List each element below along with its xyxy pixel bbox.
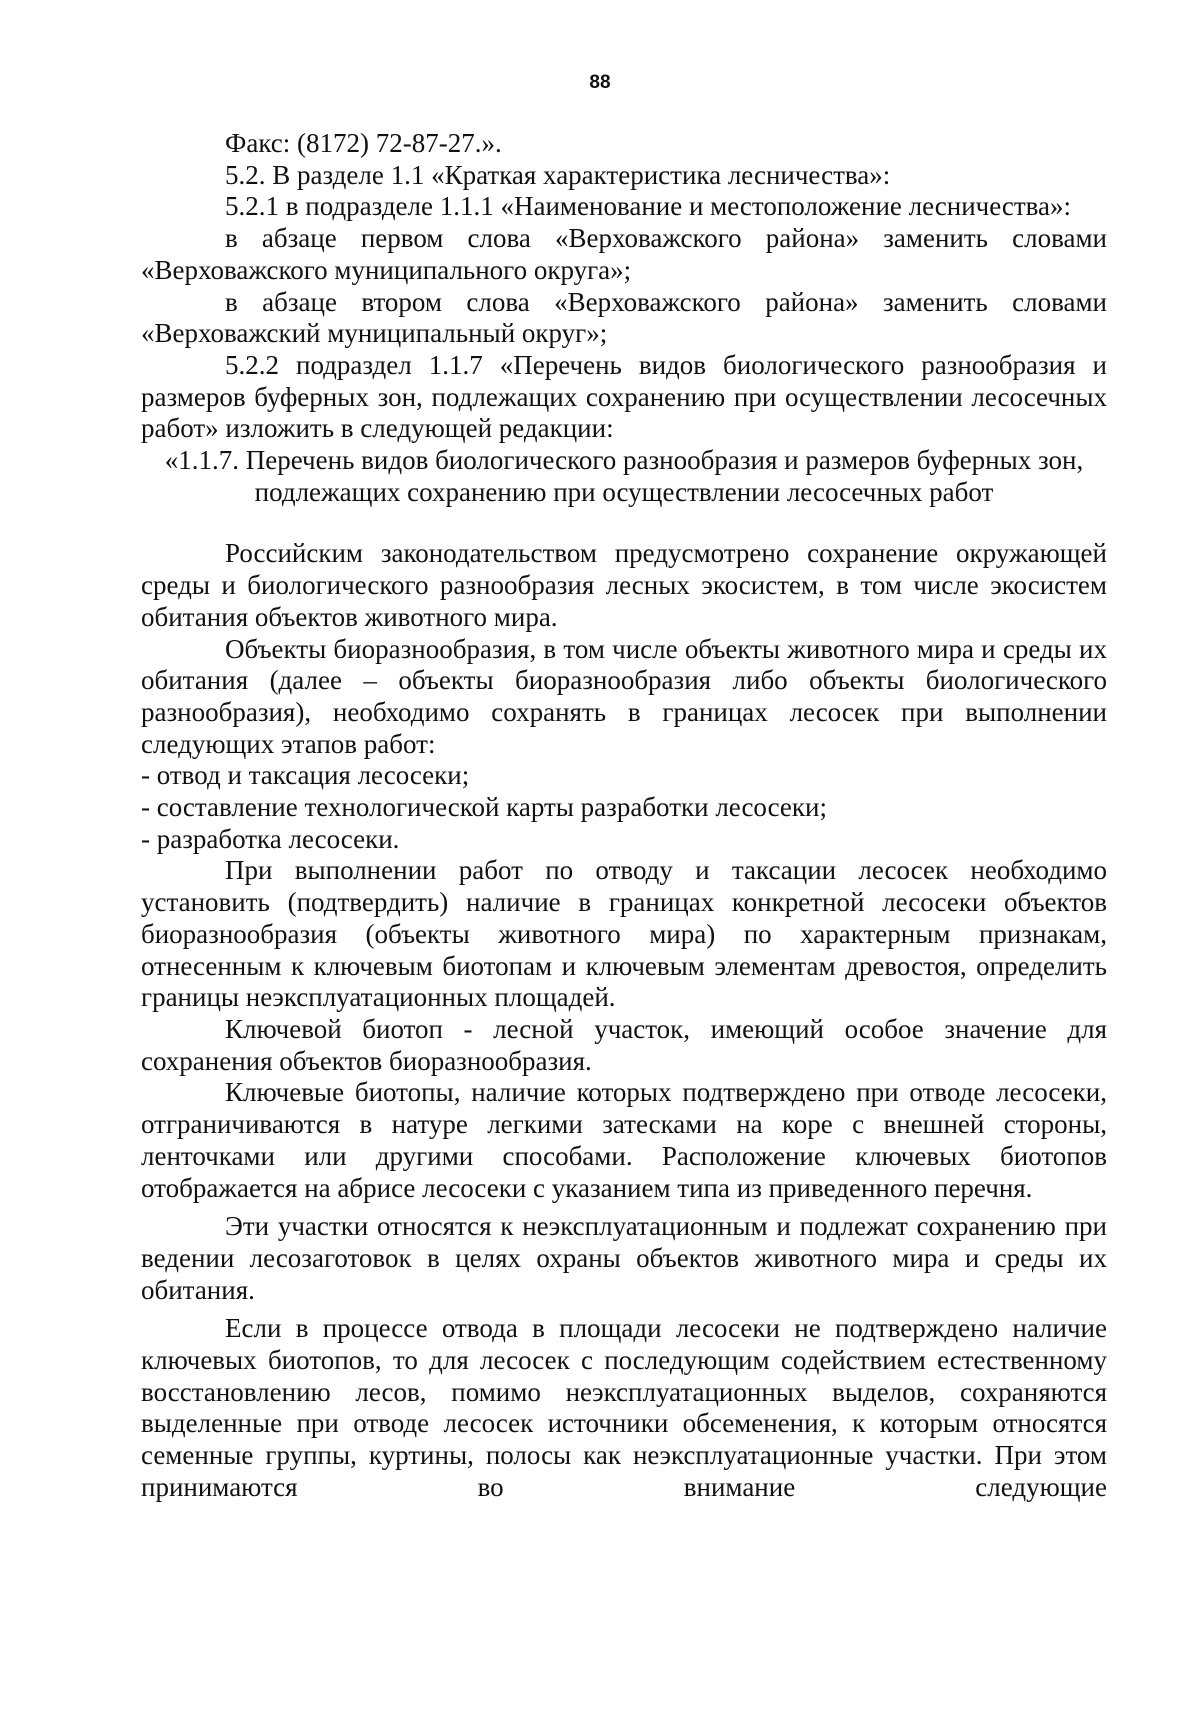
list-item: - составление технологической карты разработки лесосеки; — [141, 792, 827, 823]
section-5-2-2: 5.2.2 подраздел 1.1.7 «Перечень видов биологического разнообразия и размеров буферных зон, подлежащих сохранению при осуществлении лесосечных работ» изложить в следующей редакции: — [141, 349, 1107, 444]
document-body — [141, 128, 1107, 1504]
body-paragraph: Российским законодательством предусмотрено сохранение окружающей среды и биологического разнообразия лесных экосистем, в том числе экосистем обитания объектов животного мира. — [141, 538, 1107, 632]
amend-paragraph-first: в абзаце первом слова «Верховажского района» заменить словами «Верховажского муниципального округа»; — [141, 223, 1107, 285]
fax-line: Факс: (8172) 72-87-27.». — [225, 128, 502, 158]
body-paragraph: При выполнении работ по отводу и таксации лесосек необходимо установить (подтвердить) наличие в границах конкретной лесосеки объектов биоразнообразия (объекты животного мира) по характерным признакам, отнесенным к ключевым биотопам и ключевым элементам древостоя, определить границы неэксплуатационных площадей. — [141, 855, 1107, 1013]
section-5-2-1: 5.2.1 в подразделе 1.1.1 «Наименование и местоположение лесничества»: — [225, 191, 1072, 222]
body-paragraph: Если в процессе отвода в площади лесосеки не подтверждено наличие ключевых биотопов, то для лесосек с последующим содействием естественному восстановлению лесов, помимо неэксплуатационных выделов, сохраняются выделенные при отводе лесосек источники обсеменения, к которым относятся семенные группы, куртины, полосы как неэксплуатационные участки. При этом принимаются во внимание следующие — [141, 1313, 1107, 1502]
amend-paragraph-second: в абзаце втором слова «Верховажского района» заменить словами «Верховажский муниципальный округ»; — [141, 286, 1107, 349]
body-paragraph: Ключевые биотопы, наличие которых подтверждено при отводе лесосеки, отграничиваются в натуре легкими затесками на коре с внешней стороны, ленточками или другими способами. Расположение ключевых биотопов отображается на абрисе лесосеки с указанием типа из приведенного перечня. — [141, 1077, 1107, 1203]
spacer — [141, 1306, 1107, 1313]
subsection-heading-1-1-7: «1.1.7. Перечень видов биологического разнообразия и размеров буферных зон, подлежащих сохранению при осуществлении лесосечных работ — [164, 445, 1084, 507]
body-paragraph: Объекты биоразнообразия, в том числе объекты животного мира и среды их обитания (далее – объекты биоразнообразия либо объекты биологического разнообразия), необходимо сохранять в границах лесосек при выполнении следующих этапов работ: — [141, 633, 1107, 759]
list-item: - отвод и таксация лесосеки; — [141, 760, 470, 791]
body-paragraph: Ключевой биотоп - лесной участок, имеющий особое значение для сохранения объектов биоразнообразия. — [141, 1013, 1107, 1076]
spacer — [141, 1204, 1107, 1211]
list-item: - разработка лесосеки. — [141, 823, 400, 854]
page-number: 88 — [589, 72, 611, 93]
section-5-2: 5.2. В разделе 1.1 «Краткая характеристика лесничества»: — [225, 159, 891, 190]
body-paragraph: Эти участки относятся к неэксплуатационным и подлежат сохранению при ведении лесозаготовок в целях охраны объектов животного мира и среды их обитания. — [141, 1211, 1107, 1305]
spacer — [141, 508, 1107, 538]
